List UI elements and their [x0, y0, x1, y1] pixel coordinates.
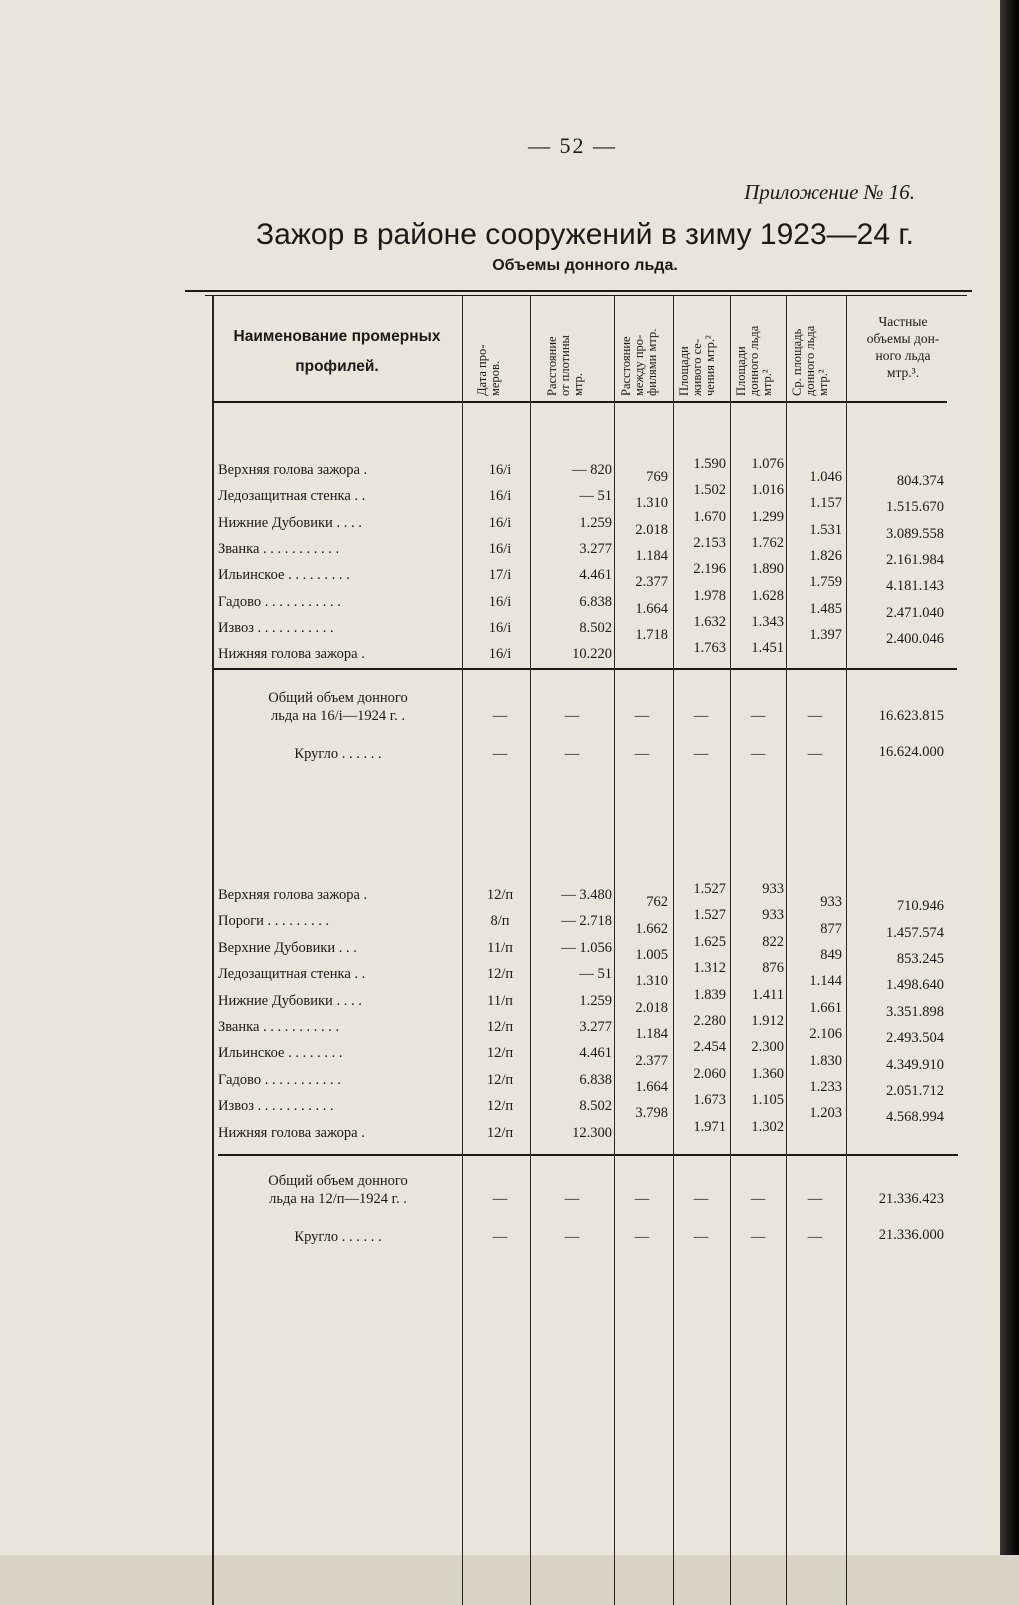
distance-between: 3.798 [635, 1105, 668, 1122]
bottom-ice-area: 1.076 [751, 456, 784, 472]
header-date: Дата про- меров. [475, 344, 502, 396]
round-volume: 21.336.000 [878, 1227, 944, 1243]
bottom-ice-area: 933 [762, 907, 784, 924]
page-subtitle: Объемы донного льда. [492, 257, 678, 274]
live-section-area: 1.527 [693, 907, 726, 924]
total-label: Общий объем донного [268, 690, 408, 706]
bottom-ice-area: 1.762 [751, 534, 784, 551]
profile-name: Званка . . . . . . . . . . . [218, 540, 340, 557]
header-avg-bottom-ice-area: Ср. площадь донного льда мтр.² [790, 325, 830, 396]
distance-from-dam: — 3.480 [561, 887, 612, 903]
distance-from-dam: — 2.718 [561, 913, 612, 930]
header-name: Наименование промерных профилей. [233, 328, 441, 375]
measure-date: 12/п [486, 1045, 514, 1062]
book-spine [1000, 0, 1019, 1555]
measure-date: 16/і [488, 646, 512, 663]
distance-from-dam: 8.502 [579, 619, 612, 636]
bottom-ice-area: 1.343 [751, 613, 784, 630]
partial-volume: 1.498.640 [886, 977, 944, 994]
bottom-ice-area: 1.302 [751, 1118, 784, 1135]
section2-bottom-rule [218, 1154, 958, 1156]
profile-name: Нижняя голова зажора . [218, 1124, 365, 1141]
avg-bottom-ice-area: 877 [820, 920, 842, 937]
distance-from-dam: — 820 [572, 462, 612, 478]
avg-bottom-ice-area: 1.826 [809, 548, 842, 565]
live-section-area: 2.153 [693, 534, 726, 551]
live-section-area: 1.971 [693, 1118, 726, 1135]
bottom-ice-area: 1.890 [751, 561, 784, 578]
page-number: — 52 — [528, 133, 617, 158]
empty-dash: — [564, 1191, 580, 1207]
avg-bottom-ice-area: 1.157 [809, 495, 842, 512]
partial-volume: 804.374 [896, 473, 944, 490]
profile-name: Извоз . . . . . . . . . . . [218, 619, 334, 636]
avg-bottom-ice-area: 1.046 [809, 469, 842, 486]
bottom-ice-area: 1.360 [751, 1065, 784, 1082]
avg-bottom-ice-area: 1.144 [809, 973, 842, 990]
bottom-ice-area: 1.299 [751, 508, 784, 525]
partial-volume: 4.349.910 [886, 1056, 944, 1073]
distance-from-dam: — 1.056 [561, 939, 612, 956]
partial-volume: 2.051.712 [886, 1083, 944, 1099]
distance-between: 2.377 [635, 574, 668, 591]
bottom-ice-area: 1.411 [751, 986, 784, 1003]
measure-date: 11/п [487, 992, 513, 1009]
distance-from-dam: 6.838 [579, 593, 612, 610]
empty-dash: — [693, 1191, 709, 1207]
partial-volume: 2.493.504 [886, 1030, 944, 1047]
profile-name: Извоз . . . . . . . . . . . [218, 1098, 334, 1115]
profile-name: Ильинское . . . . . . . . [218, 1045, 343, 1062]
measure-date: 12/п [486, 887, 514, 903]
measure-date: 17/і [488, 567, 512, 584]
header-bottom-rule [212, 401, 947, 403]
empty-dash: — [634, 1191, 650, 1207]
header-bottom-ice-area: Площади донного льда мтр.² [734, 325, 774, 396]
partial-volume: 1.515.670 [886, 499, 944, 516]
distance-between: 1.310 [635, 495, 668, 512]
avg-bottom-ice-area: 1.531 [809, 521, 842, 538]
live-section-area: 1.839 [693, 986, 726, 1003]
distance-from-dam: 3.277 [579, 540, 612, 557]
round-volume: 16.624.000 [878, 744, 944, 760]
col-divider-bottom [730, 295, 731, 1605]
distance-between: 1.718 [635, 626, 668, 643]
table-top-rule-2 [205, 295, 967, 296]
distance-from-dam: 1.259 [579, 992, 612, 1009]
measure-date: 16/і [488, 540, 512, 557]
empty-dash: — [807, 746, 823, 762]
col-divider-between [614, 295, 615, 1605]
live-section-area: 1.673 [693, 1092, 726, 1109]
page-title: Зажор в районе сооружений в зиму 1923—24 г. [256, 218, 914, 251]
measure-date: 12/п [486, 966, 514, 983]
table-top-rule [185, 290, 972, 292]
avg-bottom-ice-area: 2.106 [809, 1026, 842, 1043]
distance-from-dam: 1.259 [579, 514, 612, 531]
distance-between: 1.664 [635, 600, 668, 617]
partial-volume: 3.351.898 [886, 1003, 944, 1020]
round-label: Кругло . . . . . . [294, 746, 382, 762]
bottom-ice-area: 933 [762, 881, 784, 897]
distance-between: 2.018 [635, 999, 668, 1016]
profile-name: Ледозащитная стенка . . [218, 966, 366, 983]
col-divider-live [673, 295, 674, 1605]
empty-dash: — [634, 708, 650, 724]
measure-date: 11/п [487, 939, 513, 956]
round-label: Кругло . . . . . . [294, 1229, 382, 1245]
distance-between: 1.184 [635, 1026, 668, 1043]
total-label: Общий объем донного [268, 1173, 408, 1189]
live-section-area: 1.590 [693, 456, 726, 472]
empty-dash: — [807, 1191, 823, 1207]
distance-from-dam: 4.461 [579, 567, 612, 584]
empty-dash: — [693, 708, 709, 724]
distance-between: 1.662 [635, 920, 668, 937]
live-section-area: 1.502 [693, 482, 726, 499]
live-section-area: 1.670 [693, 508, 726, 525]
distance-from-dam: 12.300 [572, 1124, 612, 1141]
live-section-area: 1.527 [693, 881, 726, 897]
avg-bottom-ice-area: 933 [820, 894, 842, 911]
live-section-area: 2.196 [693, 561, 726, 578]
partial-volume: 710.946 [896, 898, 944, 915]
distance-from-dam: — 51 [579, 488, 612, 505]
profile-name: Нижние Дубовики . . . . [218, 992, 362, 1009]
bottom-ice-area: 1.628 [751, 587, 784, 604]
bottom-ice-area: 1.016 [751, 482, 784, 499]
distance-between: 762 [646, 894, 668, 911]
live-section-area: 2.454 [693, 1039, 726, 1056]
bottom-ice-area: 876 [762, 960, 784, 977]
profile-name: Пороги . . . . . . . . . [218, 913, 330, 930]
profile-name: Званка . . . . . . . . . . . [218, 1019, 340, 1035]
profile-name: Гадово . . . . . . . . . . . [218, 1071, 341, 1088]
col-divider-dist [530, 295, 531, 1605]
distance-from-dam: 4.461 [579, 1045, 612, 1062]
bottom-ice-area: 1.451 [751, 640, 784, 657]
partial-volume: 4.568.994 [886, 1109, 944, 1126]
measure-date: 12/п [486, 1019, 514, 1035]
empty-dash: — [492, 1229, 508, 1245]
live-section-area: 1.625 [693, 933, 726, 950]
partial-volume: 2.161.984 [886, 552, 944, 569]
partial-volume: 4.181.143 [886, 578, 944, 595]
header-distance-between: Расстояние между про- филями мтр. [619, 328, 659, 396]
profile-name: Ледозащитная стенка . . [218, 488, 366, 505]
total-volume: 16.623.815 [878, 708, 944, 724]
live-section-area: 1.632 [693, 613, 726, 630]
empty-dash: — [492, 746, 508, 762]
distance-between: 2.018 [635, 521, 668, 538]
measure-date: 12/п [486, 1071, 514, 1088]
live-section-area: 1.763 [693, 640, 726, 657]
profile-name: Гадово . . . . . . . . . . . [218, 593, 341, 610]
live-section-area: 1.312 [693, 960, 726, 977]
left-border [212, 295, 214, 1605]
header-partial-volumes: Частные объемы дон- ного льда мтр.³. [866, 314, 940, 380]
avg-bottom-ice-area: 1.759 [809, 574, 842, 591]
measure-date: 16/і [488, 462, 512, 478]
empty-dash: — [564, 746, 580, 762]
empty-dash: — [693, 746, 709, 762]
distance-between: 1.310 [635, 973, 668, 990]
col-divider-date [462, 295, 463, 1605]
distance-between: 1.664 [635, 1079, 668, 1095]
live-section-area: 2.280 [693, 1013, 726, 1029]
distance-from-dam: 3.277 [579, 1019, 612, 1035]
measure-date: 16/і [488, 514, 512, 531]
empty-dash: — [693, 1229, 709, 1245]
measure-date: 12/п [486, 1124, 514, 1141]
empty-dash: — [634, 1229, 650, 1245]
partial-volume: 853.245 [896, 951, 944, 967]
total-label: льда на 16/і—1924 г. . [271, 708, 405, 724]
empty-dash: — [807, 708, 823, 724]
distance-between: 2.377 [635, 1052, 668, 1069]
empty-dash: — [492, 1191, 508, 1207]
profile-name: Нижняя голова зажора . [218, 646, 365, 663]
header-live-section-area: Площади живого се- чения мтр.² [677, 335, 717, 396]
partial-volume: 2.471.040 [886, 604, 944, 621]
profile-name: Ильинское . . . . . . . . . [218, 567, 350, 584]
avg-bottom-ice-area: 1.661 [809, 999, 842, 1016]
distance-from-dam: 6.838 [579, 1071, 612, 1088]
distance-from-dam: 10.220 [572, 646, 612, 663]
empty-dash: — [750, 708, 766, 724]
measure-date: 16/і [488, 619, 512, 636]
empty-dash: — [807, 1229, 823, 1245]
empty-dash: — [492, 708, 508, 724]
header-distance-from-dam: Расстояние от плотины мтр. [545, 335, 585, 396]
bottom-ice-area: 822 [762, 933, 784, 950]
col-divider-vol [846, 295, 847, 1605]
empty-dash: — [634, 746, 650, 762]
profile-name: Верхняя голова зажора . [218, 462, 368, 478]
profile-name: Верхняя голова зажора . [218, 887, 368, 903]
empty-dash: — [750, 1229, 766, 1245]
avg-bottom-ice-area: 1.830 [809, 1052, 842, 1069]
empty-dash: — [564, 1229, 580, 1245]
empty-dash: — [750, 746, 766, 762]
distance-between: 1.184 [635, 548, 668, 565]
empty-dash: — [564, 708, 580, 724]
distance-from-dam: 8.502 [579, 1098, 612, 1115]
total-volume: 21.336.423 [878, 1191, 944, 1207]
avg-bottom-ice-area: 1.233 [809, 1079, 842, 1095]
total-label: льда на 12/п—1924 г. . [269, 1191, 407, 1207]
partial-volume: 2.400.046 [886, 630, 944, 647]
partial-volume: 1.457.574 [886, 924, 944, 941]
avg-bottom-ice-area: 1.203 [809, 1105, 842, 1122]
col-divider-avg [786, 295, 787, 1605]
measure-date: 16/і [488, 593, 512, 610]
distance-from-dam: — 51 [579, 966, 612, 983]
partial-volume: 3.089.558 [886, 525, 944, 542]
bottom-ice-area: 1.912 [751, 1013, 784, 1029]
measure-date: 8/п [490, 913, 510, 930]
profile-name: Верхние Дубовики . . . [218, 939, 357, 956]
bottom-ice-area: 2.300 [751, 1039, 784, 1056]
measure-date: 16/і [488, 488, 512, 505]
distance-between: 769 [646, 469, 668, 486]
avg-bottom-ice-area: 1.485 [809, 600, 842, 617]
empty-dash: — [750, 1191, 766, 1207]
avg-bottom-ice-area: 849 [820, 947, 842, 963]
measure-date: 12/п [486, 1098, 514, 1115]
live-section-area: 1.978 [693, 587, 726, 604]
avg-bottom-ice-area: 1.397 [809, 626, 842, 643]
live-section-area: 2.060 [693, 1065, 726, 1082]
profile-name: Нижние Дубовики . . . . [218, 514, 362, 531]
bottom-ice-area: 1.105 [751, 1092, 784, 1109]
appendix-label: Приложение № 16. [744, 180, 915, 204]
distance-between: 1.005 [635, 947, 668, 963]
